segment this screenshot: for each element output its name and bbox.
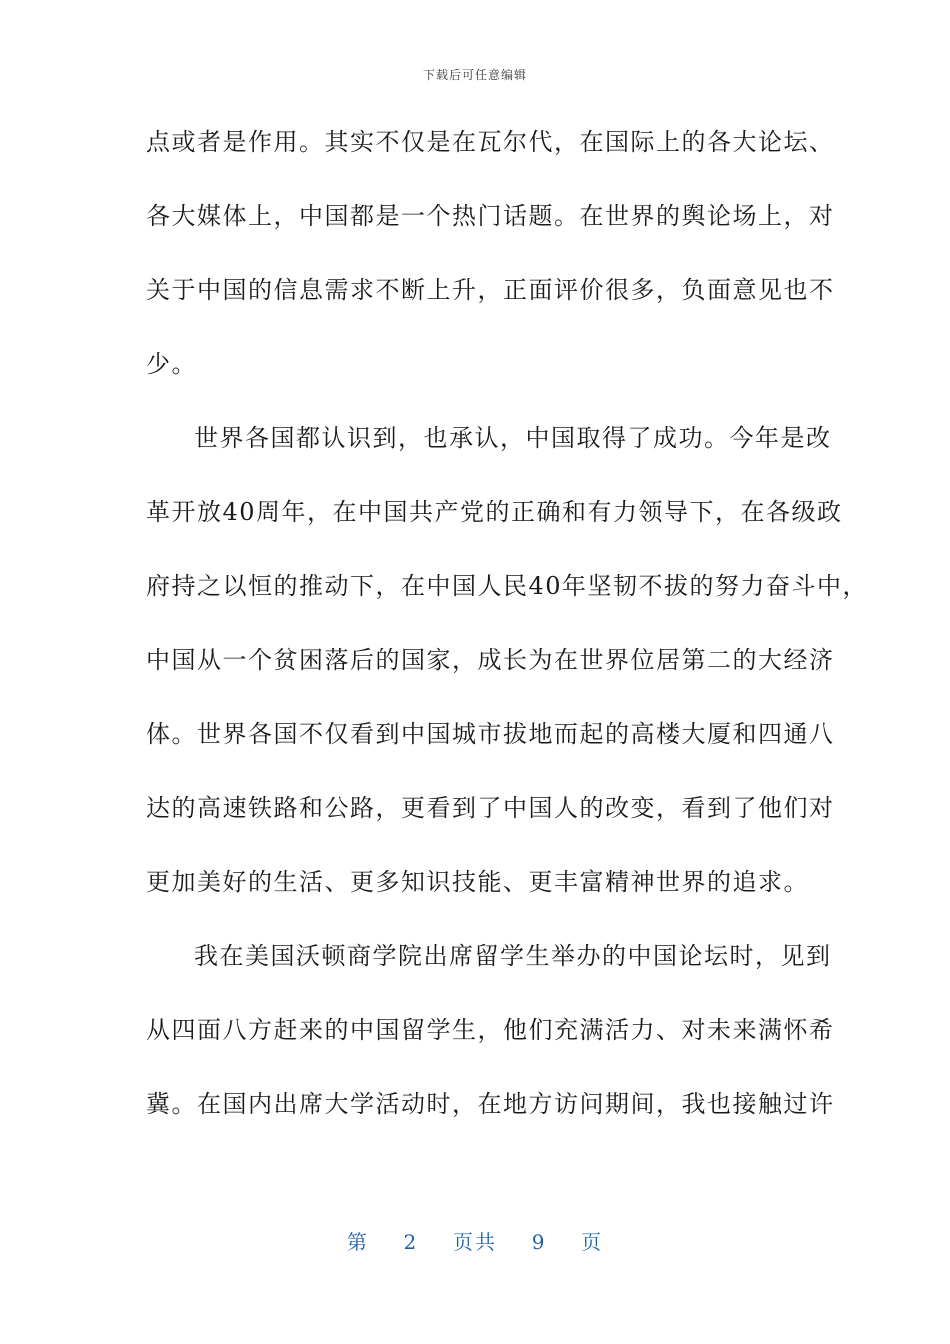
text-line: 冀。在国内出席大学活动时，在地方访问期间，我也接触过许	[146, 1090, 835, 1118]
paragraph-first-line: 我在美国沃顿商学院出席留学生举办的中国论坛时，见到	[194, 942, 832, 970]
text-line: 少。	[146, 350, 197, 378]
text-line: 体。世界各国不仅看到中国城市拔地而起的高楼大厦和四通八	[146, 720, 835, 748]
footer-prefix: 第	[346, 1230, 369, 1254]
current-page-number: 2	[403, 1230, 419, 1254]
text-line: 关于中国的信息需求不断上升，正面评价很多，负面意见也不	[146, 276, 835, 304]
text-line: 更加美好的生活、更多知识技能、更丰富精神世界的追求。	[146, 868, 809, 896]
text-line: 达的高速铁路和公路，更看到了中国人的改变，看到了他们对	[146, 794, 835, 822]
text-line: 点或者是作用。其实不仅是在瓦尔代，在国际上的各大论坛、	[146, 128, 835, 156]
text-line: 从四面八方赶来的中国留学生，他们充满活力、对未来满怀希	[146, 1016, 835, 1044]
text-line: 府持之以恒的推动下，在中国人民40年坚韧不拔的努力奋斗中，	[146, 572, 869, 600]
footer-middle: 页共	[453, 1230, 497, 1254]
footer-suffix: 页	[581, 1230, 604, 1254]
text-line: 各大媒体上，中国都是一个热门话题。在世界的舆论场上，对	[146, 202, 835, 230]
page-footer	[0, 1226, 950, 1255]
header-note: 下载后可任意编辑	[422, 68, 527, 82]
text-line: 中国从一个贫困落后的国家，成长为在世界位居第二的大经济	[146, 646, 835, 674]
text-line: 革开放40周年，在中国共产党的正确和有力领导下，在各级政	[146, 498, 843, 526]
total-pages-number: 9	[531, 1230, 547, 1254]
paragraph-first-line: 世界各国都认识到，也承认，中国取得了成功。今年是改	[194, 424, 832, 452]
